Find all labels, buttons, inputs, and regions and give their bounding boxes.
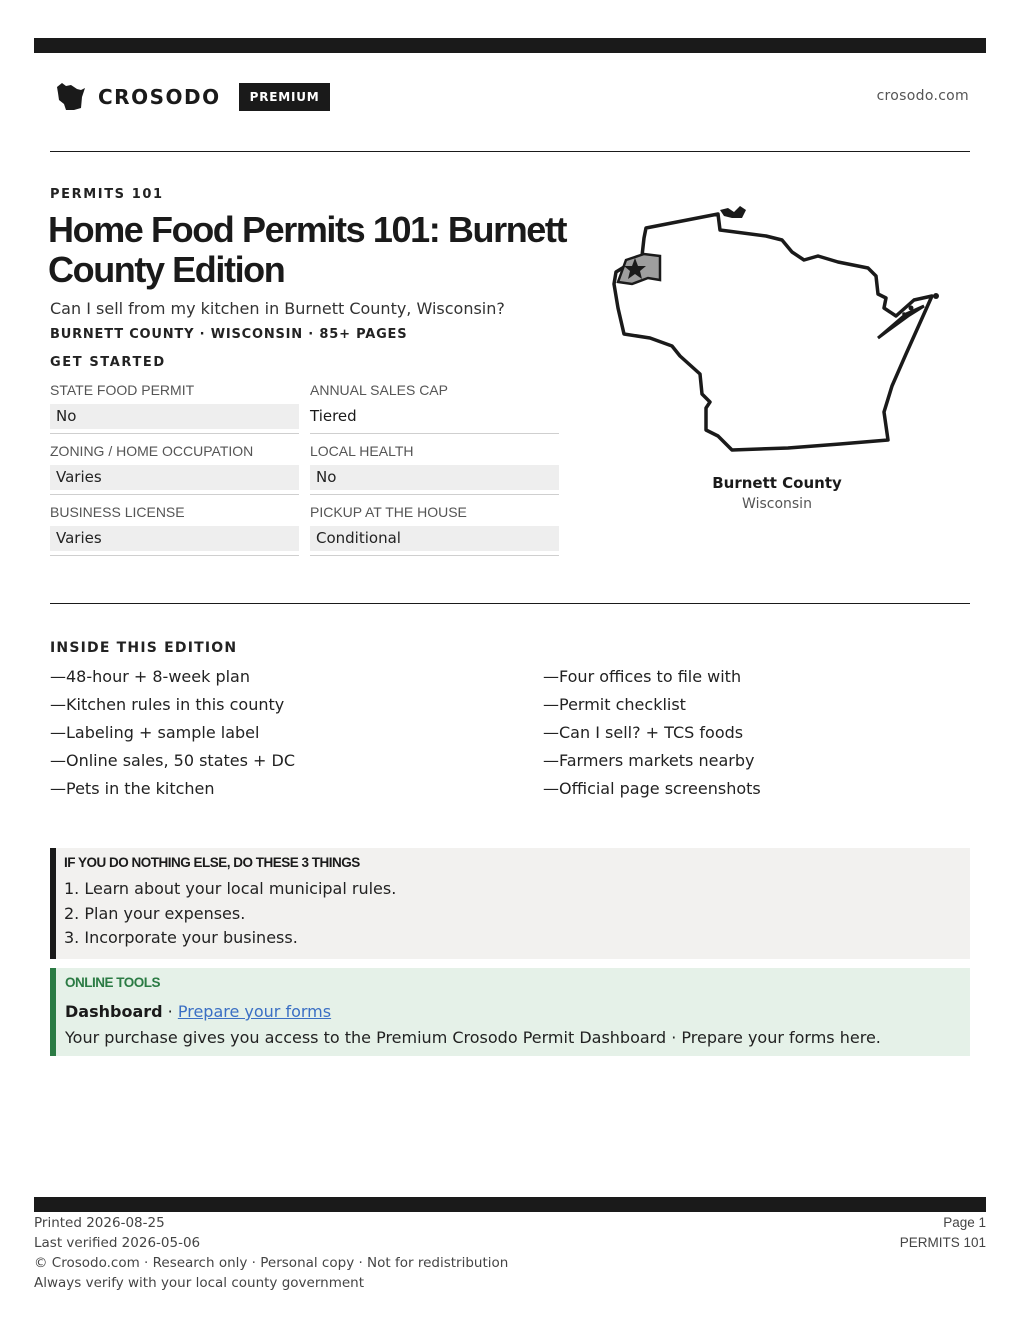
- list-item: —Official page screenshots: [543, 779, 761, 798]
- callout-item: 1. Learn about your local municipal rules.: [64, 879, 397, 898]
- list-item: —Online sales, 50 states + DC: [50, 751, 296, 770]
- map-county-label: Burnett County: [712, 474, 842, 492]
- inside-list-right: [543, 666, 761, 806]
- brand[interactable]: [54, 80, 330, 114]
- map-state-label: Wisconsin: [742, 496, 812, 512]
- separator: ·: [162, 1002, 178, 1021]
- callout-item: 3. Incorporate your business.: [64, 928, 298, 947]
- tools-dashboard-line: [65, 999, 970, 1025]
- island-dot: [909, 306, 914, 311]
- online-tools-box: [50, 968, 970, 1056]
- page-number: Page 1: [943, 1215, 986, 1230]
- footer-section: PERMITS 101: [899, 1235, 986, 1250]
- list-item: —Can I sell? + TCS foods: [543, 723, 744, 742]
- fact-label: ANNUAL SALES CAP: [310, 382, 448, 398]
- list-item: —Kitchen rules in this county: [50, 695, 285, 714]
- wisconsin-state-icon: [54, 80, 88, 114]
- get-started-label: GET STARTED: [50, 355, 166, 370]
- fact-local-health: [310, 443, 559, 495]
- wisconsin-county-map: [606, 198, 951, 460]
- fact-business-license: [50, 504, 299, 556]
- list-item: —Pets in the kitchen: [50, 779, 215, 798]
- three-things-callout: [50, 848, 970, 959]
- inside-edition-label: INSIDE THIS EDITION: [50, 640, 238, 656]
- kicker: PERMITS 101: [50, 187, 164, 202]
- brand-name: CROSODO: [98, 85, 221, 109]
- island-dot: [902, 312, 906, 316]
- top-rule-bar: [34, 38, 986, 53]
- list-item: —Four offices to file with: [543, 667, 742, 686]
- list-item: —Farmers markets nearby: [543, 751, 755, 770]
- island-dot: [933, 293, 939, 299]
- inside-list-left: [50, 666, 295, 806]
- permit-facts-grid: [50, 382, 559, 556]
- bottom-rule-bar: [34, 1197, 986, 1212]
- fact-value: Tiered: [310, 407, 357, 425]
- site-url[interactable]: crosodo.com: [876, 88, 969, 104]
- prepare-forms-link[interactable]: Prepare your forms: [177, 1002, 332, 1021]
- list-item: —Permit checklist: [543, 695, 686, 714]
- printed-date: Printed 2026-08-25: [34, 1215, 165, 1231]
- callout-title: IF YOU DO NOTHING ELSE, DO THESE 3 THINGS: [64, 855, 360, 870]
- fact-label: ZONING / HOME OCCUPATION: [50, 443, 254, 459]
- fact-label: BUSINESS LICENSE: [50, 504, 185, 520]
- fact-value: Varies: [50, 526, 299, 551]
- section-divider: [50, 603, 970, 604]
- fact-zoning: [50, 443, 299, 495]
- dashboard-label: Dashboard: [65, 1002, 163, 1021]
- fact-value: No: [50, 404, 299, 429]
- tools-title: ONLINE TOOLS: [65, 975, 161, 990]
- fact-value: Varies: [50, 465, 299, 490]
- fact-label: PICKUP AT THE HOUSE: [310, 504, 467, 520]
- copyright-notice: © Crosodo.com · Research only · Personal copy · Not for redistribution: [34, 1255, 509, 1271]
- verified-date: Last verified 2026-05-06: [34, 1235, 201, 1251]
- verify-note: Always verify with your local county government: [34, 1275, 364, 1291]
- fact-value: No: [310, 465, 559, 490]
- footer-right: [900, 1213, 986, 1253]
- premium-badge: PREMIUM: [239, 83, 330, 111]
- fact-annual-sales-cap: [310, 382, 559, 434]
- tools-description: Your purchase gives you access to the Premium Crosodo Permit Dashboard · Prepare your forms here.: [65, 1028, 881, 1047]
- list-item: —Labeling + sample label: [50, 723, 260, 742]
- fact-label: STATE FOOD PERMIT: [50, 382, 195, 398]
- fact-value: Conditional: [310, 526, 559, 551]
- footer-left: [34, 1213, 508, 1293]
- edition-meta: BURNETT COUNTY · WISCONSIN · 85+ PAGES: [50, 327, 408, 342]
- subtitle: Can I sell from my kitchen in Burnett County, Wisconsin?: [50, 299, 505, 318]
- fact-pickup-at-house: [310, 504, 559, 556]
- callout-item: 2. Plan your expenses.: [64, 903, 246, 923]
- page-title: Home Food Permits 101: Burnett County Edition: [48, 209, 567, 290]
- apostle-islands: [720, 206, 746, 218]
- fact-state-food-permit: [50, 382, 299, 434]
- header-divider: [50, 151, 970, 152]
- list-item: —48-hour + 8-week plan: [50, 667, 250, 686]
- fact-label: LOCAL HEALTH: [310, 443, 414, 459]
